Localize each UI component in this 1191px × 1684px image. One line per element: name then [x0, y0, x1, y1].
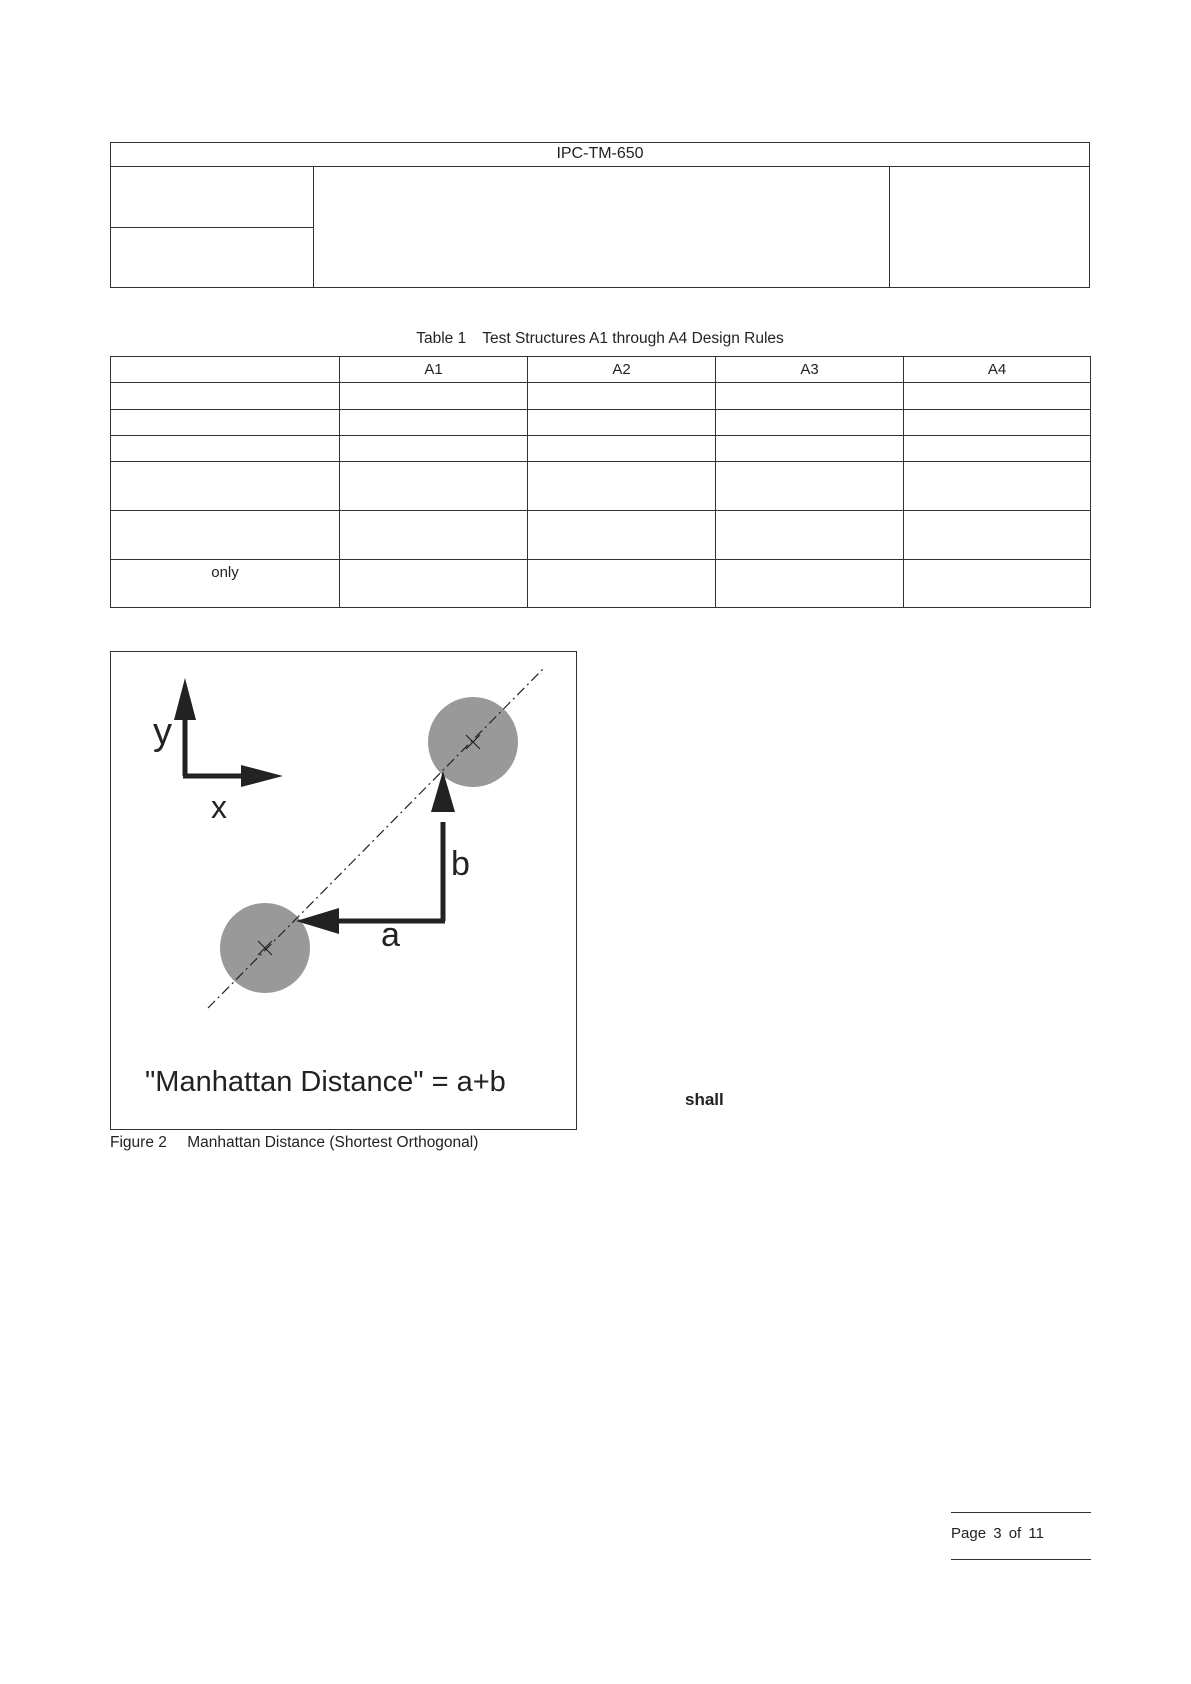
x-axis-label: x — [211, 789, 227, 825]
y-axis-label: y — [153, 711, 172, 753]
table-header-cell — [111, 357, 340, 383]
manhattan-distance-figure — [110, 651, 577, 1130]
table-cell — [716, 560, 904, 608]
footer-rule-top — [951, 1512, 1091, 1513]
table-header-cell: A4 — [904, 357, 1091, 383]
table-cell — [340, 462, 528, 511]
table-cell — [340, 436, 528, 462]
header-cell-number — [111, 167, 314, 228]
table-row — [111, 511, 1091, 560]
table-cell — [716, 462, 904, 511]
table-row — [111, 462, 1091, 511]
table-cell — [904, 383, 1091, 410]
row-label — [111, 410, 340, 436]
a-label: a — [381, 916, 400, 954]
table-cell — [528, 560, 716, 608]
table-cell — [716, 383, 904, 410]
manhattan-distance-diagram — [111, 652, 575, 1128]
design-rules-table — [110, 356, 1091, 608]
footer-rule-bottom — [951, 1559, 1091, 1560]
x-axis-arrowhead — [241, 765, 283, 787]
row-label — [111, 511, 340, 560]
table-cell — [528, 383, 716, 410]
table-header-row — [111, 357, 1091, 383]
table-cell — [904, 410, 1091, 436]
row-label — [111, 436, 340, 462]
manhattan-formula: "Manhattan Distance" = a+b — [145, 1066, 506, 1098]
table-cell — [340, 560, 528, 608]
b-label: b — [451, 845, 470, 883]
table-cell — [528, 410, 716, 436]
figure-caption-text: Manhattan Distance (Shortest Orthogonal) — [187, 1134, 479, 1151]
side-text: shall — [685, 1090, 724, 1109]
table-row — [111, 560, 1091, 608]
y-axis-arrowhead — [174, 678, 196, 720]
table-cell — [904, 560, 1091, 608]
table-row — [111, 410, 1091, 436]
table-cell — [716, 511, 904, 560]
table-cell — [528, 511, 716, 560]
document-header-block — [110, 142, 1090, 288]
figure-caption — [110, 1134, 478, 1152]
table-header-cell: A2 — [528, 357, 716, 383]
table-row — [111, 436, 1091, 462]
table-cell — [340, 383, 528, 410]
table-cell — [904, 511, 1091, 560]
table-cell — [904, 462, 1091, 511]
row-label — [111, 383, 340, 410]
page-number: Page 3 of 11 — [951, 1525, 1044, 1542]
table-caption-number: Table 1 — [416, 330, 467, 347]
table-cell — [340, 511, 528, 560]
table-caption-text: Test Structures A1 through A4 Design Rules — [482, 330, 784, 347]
table-caption — [110, 330, 1090, 348]
table-header-cell: A1 — [340, 357, 528, 383]
row-label: only — [111, 560, 340, 608]
table-cell — [716, 410, 904, 436]
row-label — [111, 462, 340, 511]
document-id: IPC-TM-650 — [111, 143, 1089, 167]
header-cell-date — [111, 228, 314, 287]
header-cell-revision — [889, 167, 1089, 287]
table-cell — [340, 410, 528, 436]
table-row — [111, 383, 1091, 410]
centerline-dashed — [208, 668, 544, 1008]
table-header-cell: A3 — [716, 357, 904, 383]
figure-caption-number: Figure 2 — [110, 1134, 167, 1151]
table-cell — [904, 436, 1091, 462]
table-cell — [716, 436, 904, 462]
table-cell — [528, 462, 716, 511]
table-cell — [528, 436, 716, 462]
